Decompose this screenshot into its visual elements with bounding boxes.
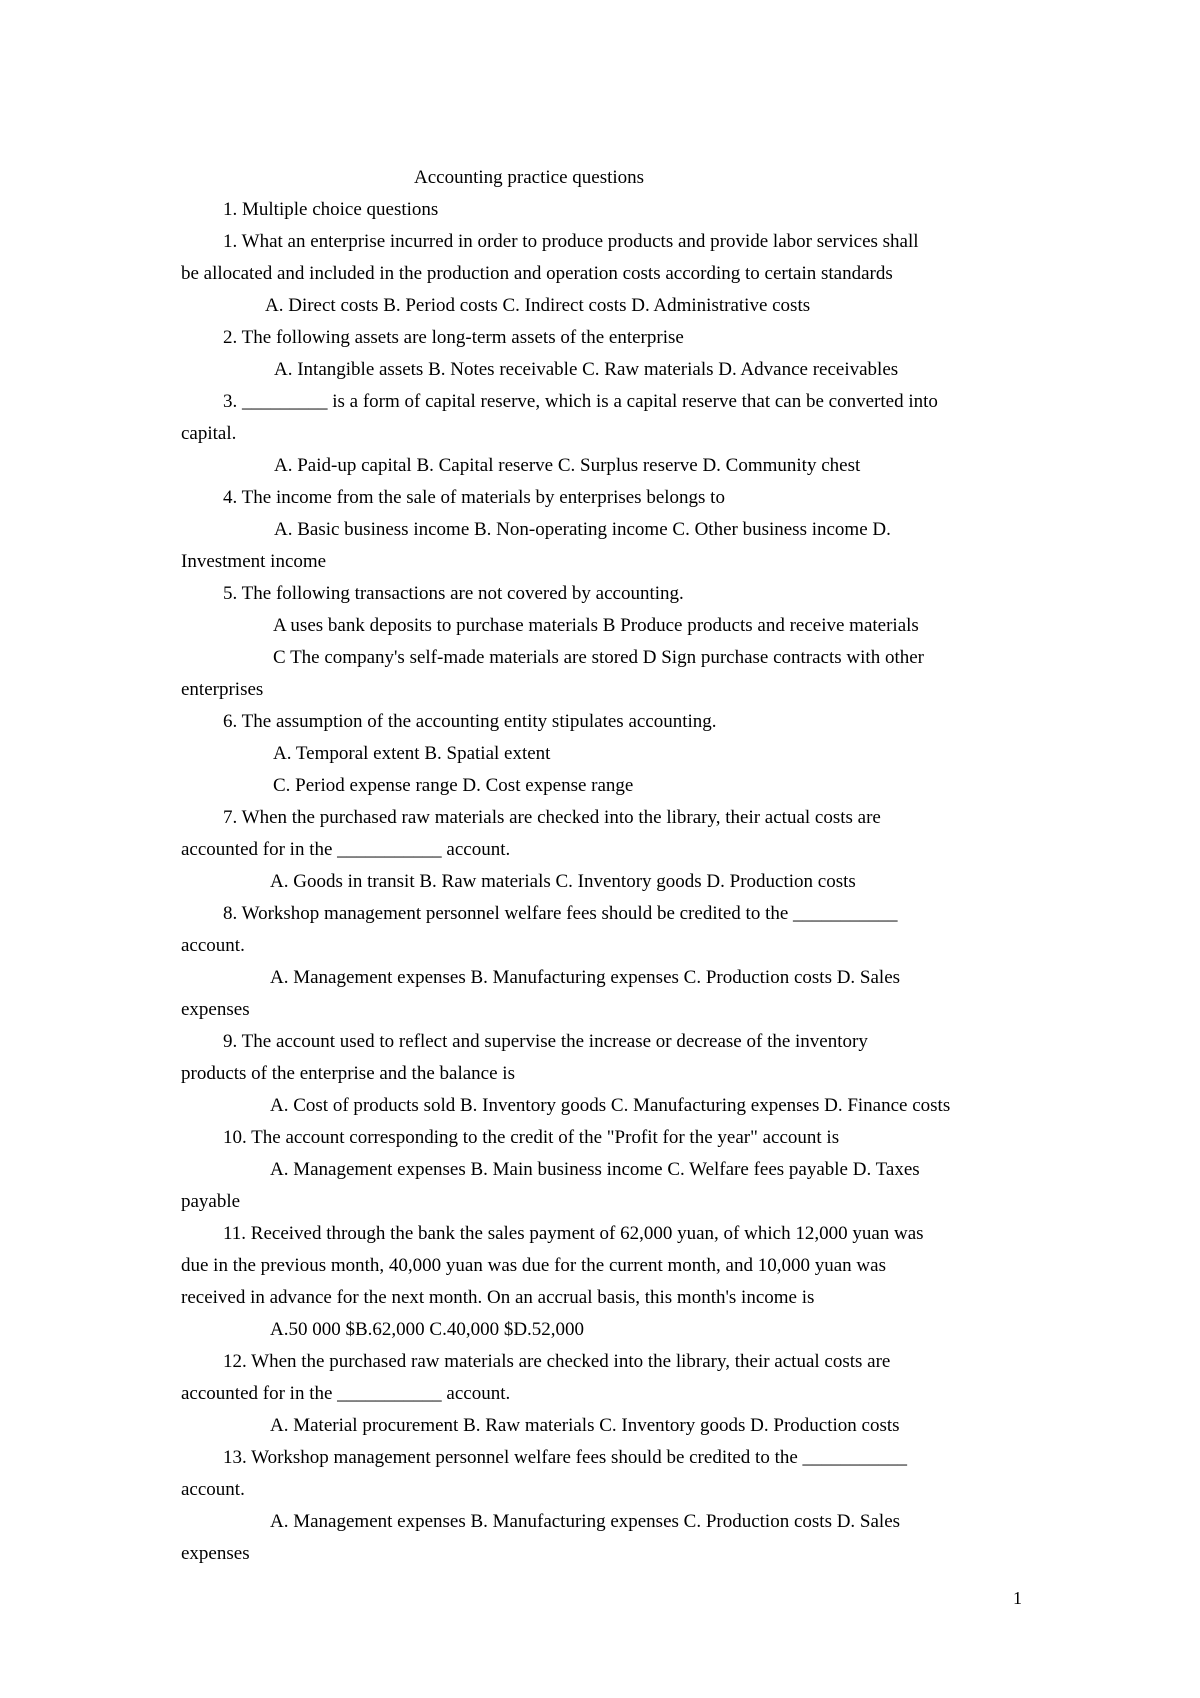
question-4-options-line-2: Investment income: [181, 551, 327, 572]
question-11-line-2: due in the previous month, 40,000 yuan was due for the current month, and 10,000 yuan was: [181, 1255, 886, 1276]
question-3-line-1: 3. _________ is a form of capital reserve, which is a capital reserve that can be converted into: [223, 391, 938, 412]
question-1-line-2: be allocated and included in the production and operation costs according to certain standards: [181, 263, 893, 284]
question-2-options: A. Intangible assets B. Notes receivable C. Raw materials D. Advance receivables: [274, 359, 899, 380]
question-7-options: A. Goods in transit B. Raw materials C. Inventory goods D. Production costs: [270, 871, 856, 892]
question-12-line-1: 12. When the purchased raw materials are checked into the library, their actual costs are: [223, 1351, 891, 1372]
question-13-options-line-2: expenses: [181, 1543, 250, 1564]
question-8-line-1: 8. Workshop management personnel welfare fees should be credited to the ___________: [223, 903, 898, 924]
question-5-options-line-2: C The company's self-made materials are stored D Sign purchase contracts with other: [273, 647, 924, 668]
question-8-options-line-1: A. Management expenses B. Manufacturing expenses C. Production costs D. Sales: [270, 967, 901, 988]
question-4-options-line-1: A. Basic business income B. Non-operating income C. Other business income D.: [274, 519, 891, 540]
question-5-options-line-1: A uses bank deposits to purchase materials B Produce products and receive materials: [273, 615, 919, 636]
question-10-options-line-1: A. Management expenses B. Main business income C. Welfare fees payable D. Taxes: [270, 1159, 920, 1180]
question-8-line-2: account.: [181, 935, 245, 956]
question-4: 4. The income from the sale of materials by enterprises belongs to: [223, 487, 725, 508]
section-heading: 1. Multiple choice questions: [223, 199, 439, 220]
document-title: Accounting practice questions: [414, 167, 645, 188]
question-10-options-line-2: payable: [181, 1191, 241, 1212]
question-11-line-3: received in advance for the next month. On an accrual basis, this month's income is: [181, 1287, 815, 1308]
question-7-line-2: accounted for in the ___________ account.: [181, 839, 511, 860]
question-13-options-line-1: A. Management expenses B. Manufacturing expenses C. Production costs D. Sales: [270, 1511, 901, 1532]
question-9-options: A. Cost of products sold B. Inventory goods C. Manufacturing expenses D. Finance costs: [270, 1095, 951, 1116]
question-2: 2. The following assets are long-term assets of the enterprise: [223, 327, 684, 348]
question-9-line-1: 9. The account used to reflect and supervise the increase or decrease of the inventory: [223, 1031, 868, 1052]
question-3-line-2: capital.: [181, 423, 237, 444]
document-body: [181, 162, 1031, 1570]
question-11-options: A.50 000 $B.62,000 C.40,000 $D.52,000: [270, 1319, 585, 1340]
question-11-line-1: 11. Received through the bank the sales payment of 62,000 yuan, of which 12,000 yuan was: [223, 1223, 924, 1244]
question-1-line-1: 1. What an enterprise incurred in order to produce products and provide labor services shall: [223, 231, 919, 252]
question-13-line-2: account.: [181, 1479, 245, 1500]
question-13-line-1: 13. Workshop management personnel welfare fees should be credited to the ___________: [223, 1447, 908, 1468]
question-6: 6. The assumption of the accounting entity stipulates accounting.: [223, 711, 717, 732]
question-1-options: A. Direct costs B. Period costs C. Indirect costs D. Administrative costs: [265, 295, 811, 316]
question-6-options-line-1: A. Temporal extent B. Spatial extent: [273, 743, 551, 764]
question-12-options: A. Material procurement B. Raw materials C. Inventory goods D. Production costs: [270, 1415, 900, 1436]
question-6-options-line-2: C. Period expense range D. Cost expense range: [273, 775, 634, 796]
question-5-options-line-3: enterprises: [181, 679, 264, 700]
page-number: 1: [1013, 1588, 1022, 1608]
question-3-options: A. Paid-up capital B. Capital reserve C. Surplus reserve D. Community chest: [274, 455, 861, 476]
question-12-line-2: accounted for in the ___________ account.: [181, 1383, 511, 1404]
question-9-line-2: products of the enterprise and the balance is: [181, 1063, 515, 1084]
question-5: 5. The following transactions are not covered by accounting.: [223, 583, 684, 604]
question-8-options-line-2: expenses: [181, 999, 250, 1020]
question-7-line-1: 7. When the purchased raw materials are checked into the library, their actual costs are: [223, 807, 881, 828]
question-10: 10. The account corresponding to the credit of the "Profit for the year" account is: [223, 1127, 840, 1148]
